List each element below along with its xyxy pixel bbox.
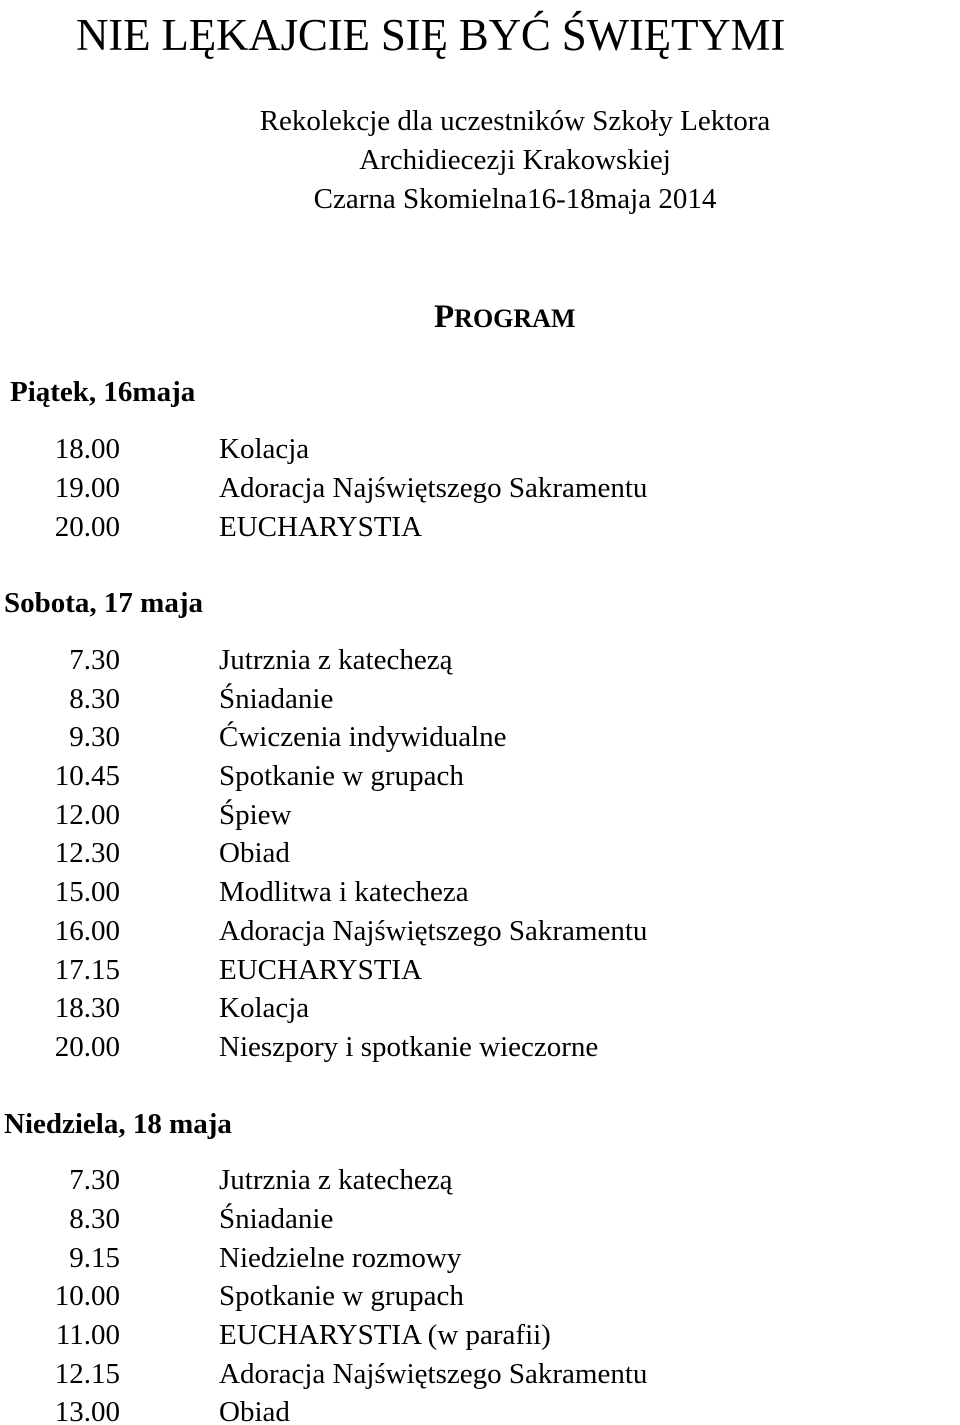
schedule-event: Śpiew xyxy=(219,799,292,831)
schedule-time: 20.00 xyxy=(54,511,120,543)
schedule-time: 19.00 xyxy=(54,472,120,504)
schedule-row xyxy=(0,951,960,989)
schedule-event: Kolacja xyxy=(219,433,310,465)
schedule-event: Śniadanie xyxy=(219,683,334,715)
schedule-event: Adoracja Najświętszego Sakramentu xyxy=(219,1358,648,1390)
schedule-time: 9.15 xyxy=(69,1242,120,1274)
schedule-event: Śniadanie xyxy=(219,1203,334,1235)
schedule-row xyxy=(0,641,960,679)
schedule-event: Nieszpory i spotkanie wieczorne xyxy=(219,1031,599,1063)
schedule-row xyxy=(0,680,960,718)
subtitle-line-1: Rekolekcje dla uczestników Szkoły Lektora xyxy=(259,105,771,137)
schedule-event: Spotkanie w grupach xyxy=(219,1280,464,1312)
schedule-row xyxy=(0,430,960,468)
schedule-event: EUCHARYSTIA xyxy=(219,511,423,543)
schedule-event: Ćwiczenia indywidualne xyxy=(219,721,507,753)
schedule-event: Obiad xyxy=(219,1396,290,1425)
schedule-time: 13.00 xyxy=(54,1396,120,1425)
schedule-row xyxy=(0,1277,960,1315)
schedule-time: 18.00 xyxy=(54,433,120,465)
schedule-row xyxy=(0,469,960,507)
schedule-row xyxy=(0,1239,960,1277)
document-title: NIE LĘKAJCIE SIĘ BYĆ ŚWIĘTYMI xyxy=(76,10,786,60)
schedule-time: 20.00 xyxy=(54,1031,120,1063)
schedule-time: 18.30 xyxy=(54,992,120,1024)
schedule-row xyxy=(0,912,960,950)
schedule-row xyxy=(0,1387,960,1425)
program-heading-rest: ROGRAM xyxy=(454,304,576,333)
schedule-row xyxy=(0,1200,960,1238)
schedule-event: Spotkanie w grupach xyxy=(219,760,464,792)
program-heading-initial: P xyxy=(434,299,455,335)
schedule-time: 12.30 xyxy=(54,837,120,869)
schedule-event: Jutrznia z katechezą xyxy=(219,644,453,676)
schedule-row xyxy=(0,1028,960,1066)
day-heading-saturday: Sobota, 17 maja xyxy=(4,587,203,619)
schedule-time: 11.00 xyxy=(55,1319,120,1351)
schedule-row xyxy=(0,873,960,911)
schedule-time: 17.15 xyxy=(54,954,120,986)
schedule-event: EUCHARYSTIA xyxy=(219,954,423,986)
schedule-time: 7.30 xyxy=(69,1164,120,1196)
day-heading-friday: Piątek, 16maja xyxy=(10,376,196,408)
schedule-event: Adoracja Najświętszego Sakramentu xyxy=(219,472,648,504)
schedule-event: Kolacja xyxy=(219,992,310,1024)
schedule-event: Jutrznia z katechezą xyxy=(219,1164,453,1196)
schedule-row xyxy=(0,718,960,756)
schedule-time: 8.30 xyxy=(69,683,120,715)
schedule-row xyxy=(0,1161,960,1199)
schedule-event: Niedzielne rozmowy xyxy=(219,1242,462,1274)
schedule-row xyxy=(0,508,960,546)
program-heading xyxy=(434,298,576,338)
schedule-row xyxy=(0,1316,960,1354)
schedule-time: 7.30 xyxy=(69,644,120,676)
schedule-time: 9.30 xyxy=(69,721,120,753)
subtitle-line-3: Czarna Skomielna16-18maja 2014 xyxy=(313,183,717,215)
schedule-event: Adoracja Najświętszego Sakramentu xyxy=(219,915,648,947)
schedule-time: 8.30 xyxy=(69,1203,120,1235)
schedule-row xyxy=(0,757,960,795)
schedule-row xyxy=(0,834,960,872)
schedule-time: 10.45 xyxy=(54,760,120,792)
subtitle-line-2: Archidiecezji Krakowskiej xyxy=(359,144,671,176)
schedule-time: 12.00 xyxy=(54,799,120,831)
schedule-event: Modlitwa i katecheza xyxy=(219,876,469,908)
schedule-row xyxy=(0,796,960,834)
schedule-time: 16.00 xyxy=(54,915,120,947)
day-heading-sunday: Niedziela, 18 maja xyxy=(4,1108,232,1140)
schedule-time: 15.00 xyxy=(54,876,120,908)
schedule-event: EUCHARYSTIA (w parafii) xyxy=(219,1319,551,1351)
schedule-event: Obiad xyxy=(219,837,290,869)
schedule-row xyxy=(0,989,960,1027)
schedule-time: 12.15 xyxy=(54,1358,120,1390)
schedule-time: 10.00 xyxy=(54,1280,120,1312)
